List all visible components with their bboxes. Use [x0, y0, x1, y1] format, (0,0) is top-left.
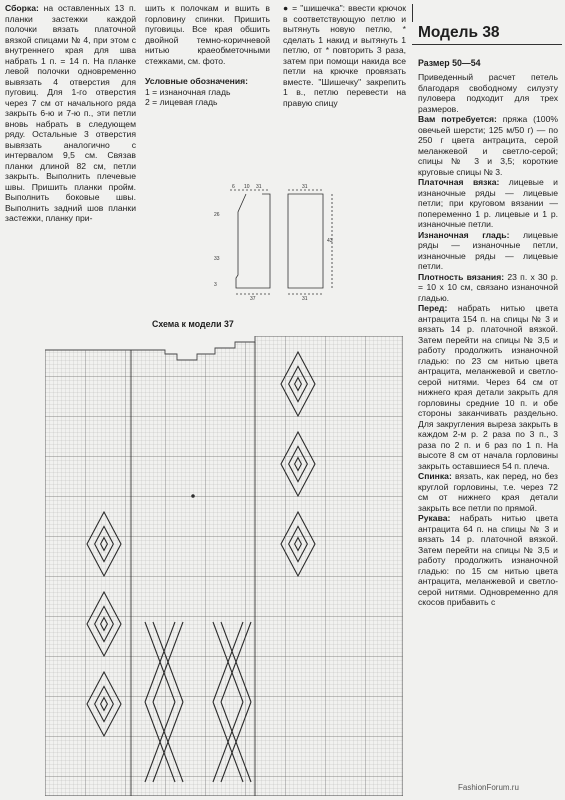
- model-intro: Приведенный расчет петель благодаря свободному силуэту пуловера подходит для трех размеров.: [418, 72, 558, 114]
- section-heading: Вам потребуется:: [418, 114, 497, 124]
- section-text: вязать, как перед, но без круглой горловины, т.е. через 72 см от нижнего края детали закрыть все петли по прямой.: [418, 471, 558, 513]
- dim-label: 31: [302, 296, 308, 302]
- title-underline: [412, 44, 562, 45]
- dim-label: 33: [214, 256, 220, 262]
- dim-label: 43: [327, 238, 333, 244]
- dim-label: 31: [256, 184, 262, 190]
- legend-item-1: 1 = изнаночная гладь: [145, 86, 231, 97]
- assembly-continuation-text: шить к полочкам и вшить в горловину спинки. Пришить пуговицы. Все края обшить двойной темно-коричневой нитью краеобметочными стежками, см. фото.: [145, 3, 270, 66]
- assembly-text: на оставленных 13 п. планки застежки каждой полочки вязать платочной вязкой спицами № 4, при этом с внутреннего края для шва набрать 1 п. = 14 п. На планке левой полочки одновременно вывязать 4 отверстия для пуговиц. Для 1-го отверстия через 7 см от начального ряда закрыть 6-ю и 7-ю п., эти петли вновь набрать в следующем ряду. Остальные 3 отверстия вывязать аналогично с интервалом 9,5 см. Связав планки длиной 82 см, петли закрыть. Выполнить плечевые швы. Пришить планки пройм. Выполнить боковые швы. Выполнить задний шов планки застежки, планку при-: [5, 3, 136, 223]
- legend-item-2: 2 = лицевая гладь: [145, 97, 218, 107]
- section-heading: Платочная вязка:: [418, 177, 500, 187]
- bobble-stitch-text: ● = "шишечка": ввести крючок в соответствующую петлю и вытянуть новую петлю, * сделать 1 накид и вытянуть 1 петлю, от * повторить 3 раза, затем при помощи накида все петли на крючке провязать вместе. "Шишечку" закрепить 1 в., петлю перевести на правую спицу: [283, 3, 406, 108]
- assembly-continuation-column: [145, 3, 270, 108]
- section-text: набрать нитью цвета антрацита 64 п. на спицы № 3 и вязать 14 р. платочной вязкой. Затем перейти на спицы № 3,5 и работу продолжить изнаночной гладью: по 15 см нитью цвета антрацита, меланжевой и светло-серой нитями. Одновременно для скосов прибавить с: [418, 513, 558, 607]
- section-text: лицевые ряды — изнаночные петли, изнаночные ряды — лицевые петли.: [418, 229, 558, 271]
- schema-label: Схема к модели 37: [152, 319, 234, 329]
- assembly-heading: Сборка:: [5, 3, 39, 13]
- section-materials: [418, 114, 558, 177]
- section-heading: Перед:: [418, 303, 448, 313]
- dim-label: 26: [214, 212, 220, 218]
- assembly-column: [5, 3, 136, 224]
- model-38-column: [418, 72, 558, 608]
- footer-watermark: FashionForum.ru: [458, 783, 519, 792]
- front-piece-outline: [236, 194, 270, 288]
- dim-label: 31: [302, 184, 308, 190]
- section-sleeves: [418, 513, 558, 608]
- section-reverse-stockinette: [418, 230, 558, 272]
- back-piece-outline: [288, 194, 323, 288]
- section-heading: Изнаночная гладь:: [418, 229, 510, 240]
- section-front: [418, 303, 558, 471]
- bobble-marker: [192, 495, 194, 497]
- section-heading: Рукава:: [418, 513, 451, 523]
- title-divider: [412, 4, 413, 22]
- section-text: лицевые и изнаночные ряды — лицевые петли; при круговом вязании — попеременно 1 р. лицевые и 1 р. изнаночные петли.: [418, 177, 558, 229]
- section-garter: [418, 177, 558, 230]
- section-text: пряжа (100% овечьей шерсти; 125 м/50 г) — по 250 г цвета антрацита, серой меланжевой и светло-серой; спицы № 3 и 3,5; короткие круговые спицы № 3.: [418, 114, 558, 177]
- legend-title: Условные обозначения:: [145, 76, 248, 86]
- dim-label: 10: [244, 184, 250, 190]
- knitting-chart: [45, 336, 403, 796]
- section-back: [418, 471, 558, 513]
- garment-schematic: [200, 182, 350, 302]
- section-heading: Спинка:: [418, 471, 452, 481]
- model-title: Модель 38: [418, 24, 500, 41]
- section-text: набрать нитью цвета антрацита 154 п. на спицы № 3 и вязать 14 р. платочной вязкой. Затем перейти на спицы № 3,5 и работу продолжить изнаночной гладью: по 23 см нитью цвета антрацита, меланжевой и светло-серой нитями. Через 64 см от нижнего края детали закрыть для горловины средние 10 п. и обе стороны заканчивать раздельно. Для закругления выреза закрыть в каждом 2-м р. 2 раза по 3 п., 3 раза по 2 п. и 6 раз по 1 п. На высоте 8 см от начала горловины закрыть оставшиеся 54 п. плеча.: [418, 303, 558, 471]
- bobble-stitch-column: [283, 3, 406, 108]
- dim-label: 6: [232, 184, 235, 190]
- section-gauge: [418, 272, 558, 304]
- section-text: 23 п. х 30 р. = 10 х 10 см, связано изнаночной гладью.: [418, 271, 558, 303]
- dim-label: 3: [214, 282, 217, 288]
- section-heading: Плотность вязания:: [418, 271, 505, 282]
- dim-label: 37: [250, 296, 256, 302]
- size-line: Размер 50—54: [418, 58, 481, 68]
